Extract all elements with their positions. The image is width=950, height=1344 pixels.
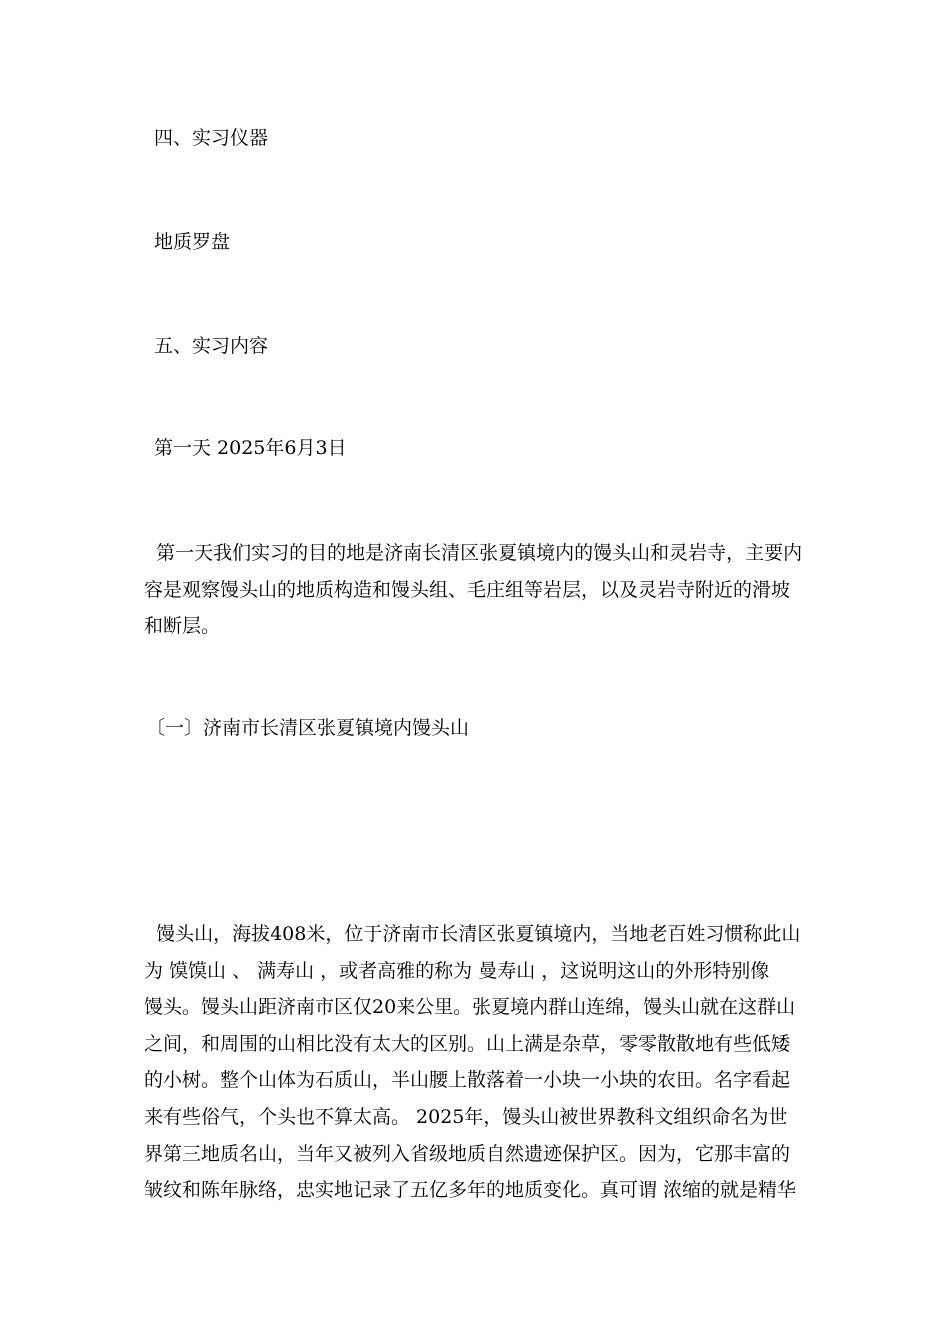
instrument-item: 地质罗盘 [154,231,231,253]
intro-line: 和断层。 [144,615,221,638]
mantou-line: 为 馍馍山 、 满寿山 ，或者高雅的称为 曼寿山 ，这说明这山的外形特别像 [144,959,770,982]
intro-paragraph [144,535,806,645]
mantou-paragraph [144,916,806,1209]
mantou-line: 的小树。整个山体为石质山，半山腰上散落着一小块一小块的农田。名字看起 [144,1069,791,1092]
day-one-date: 第一天 2025年6月3日 [154,437,347,459]
mantou-line: 来有些俗气，个头也不算太高。 2025年，馒头山被世界教科文组织命名为世 [144,1105,788,1128]
mantou-line: 馒头。馒头山距济南市区仅20来公里。张夏境内群山连绵，馒头山就在这群山 [144,996,796,1019]
section-one-title: 〔一〕济南市长清区张夏镇境内馒头山 [146,717,470,739]
heading-content: 五、实习内容 [154,335,269,357]
mantou-line: 馒头山，海拔408米，位于济南市长清区张夏镇境内，当地老百姓习惯称此山 [144,923,801,945]
mantou-line: 界第三地质名山，当年又被列入省级地质自然遗迹保护区。因为，它那丰富的 [144,1142,791,1165]
intro-line: 容是观察馒头山的地质构造和馒头组、毛庄组等岩层，以及灵岩寺附近的滑坡 [144,578,791,601]
heading-instruments: 四、实习仪器 [154,127,269,149]
mantou-line: 之间，和周围的山相比没有太大的区别。山上满是杂草，零零散散地有些低矮 [144,1032,791,1055]
intro-line: 第一天我们实习的目的地是济南长清区张夏镇境内的馒头山和灵岩寺，主要内 [144,542,803,564]
mantou-line: 皱纹和陈年脉络，忠实地记录了五亿多年的地质变化。真可谓 浓缩的就是精华 [144,1179,797,1202]
